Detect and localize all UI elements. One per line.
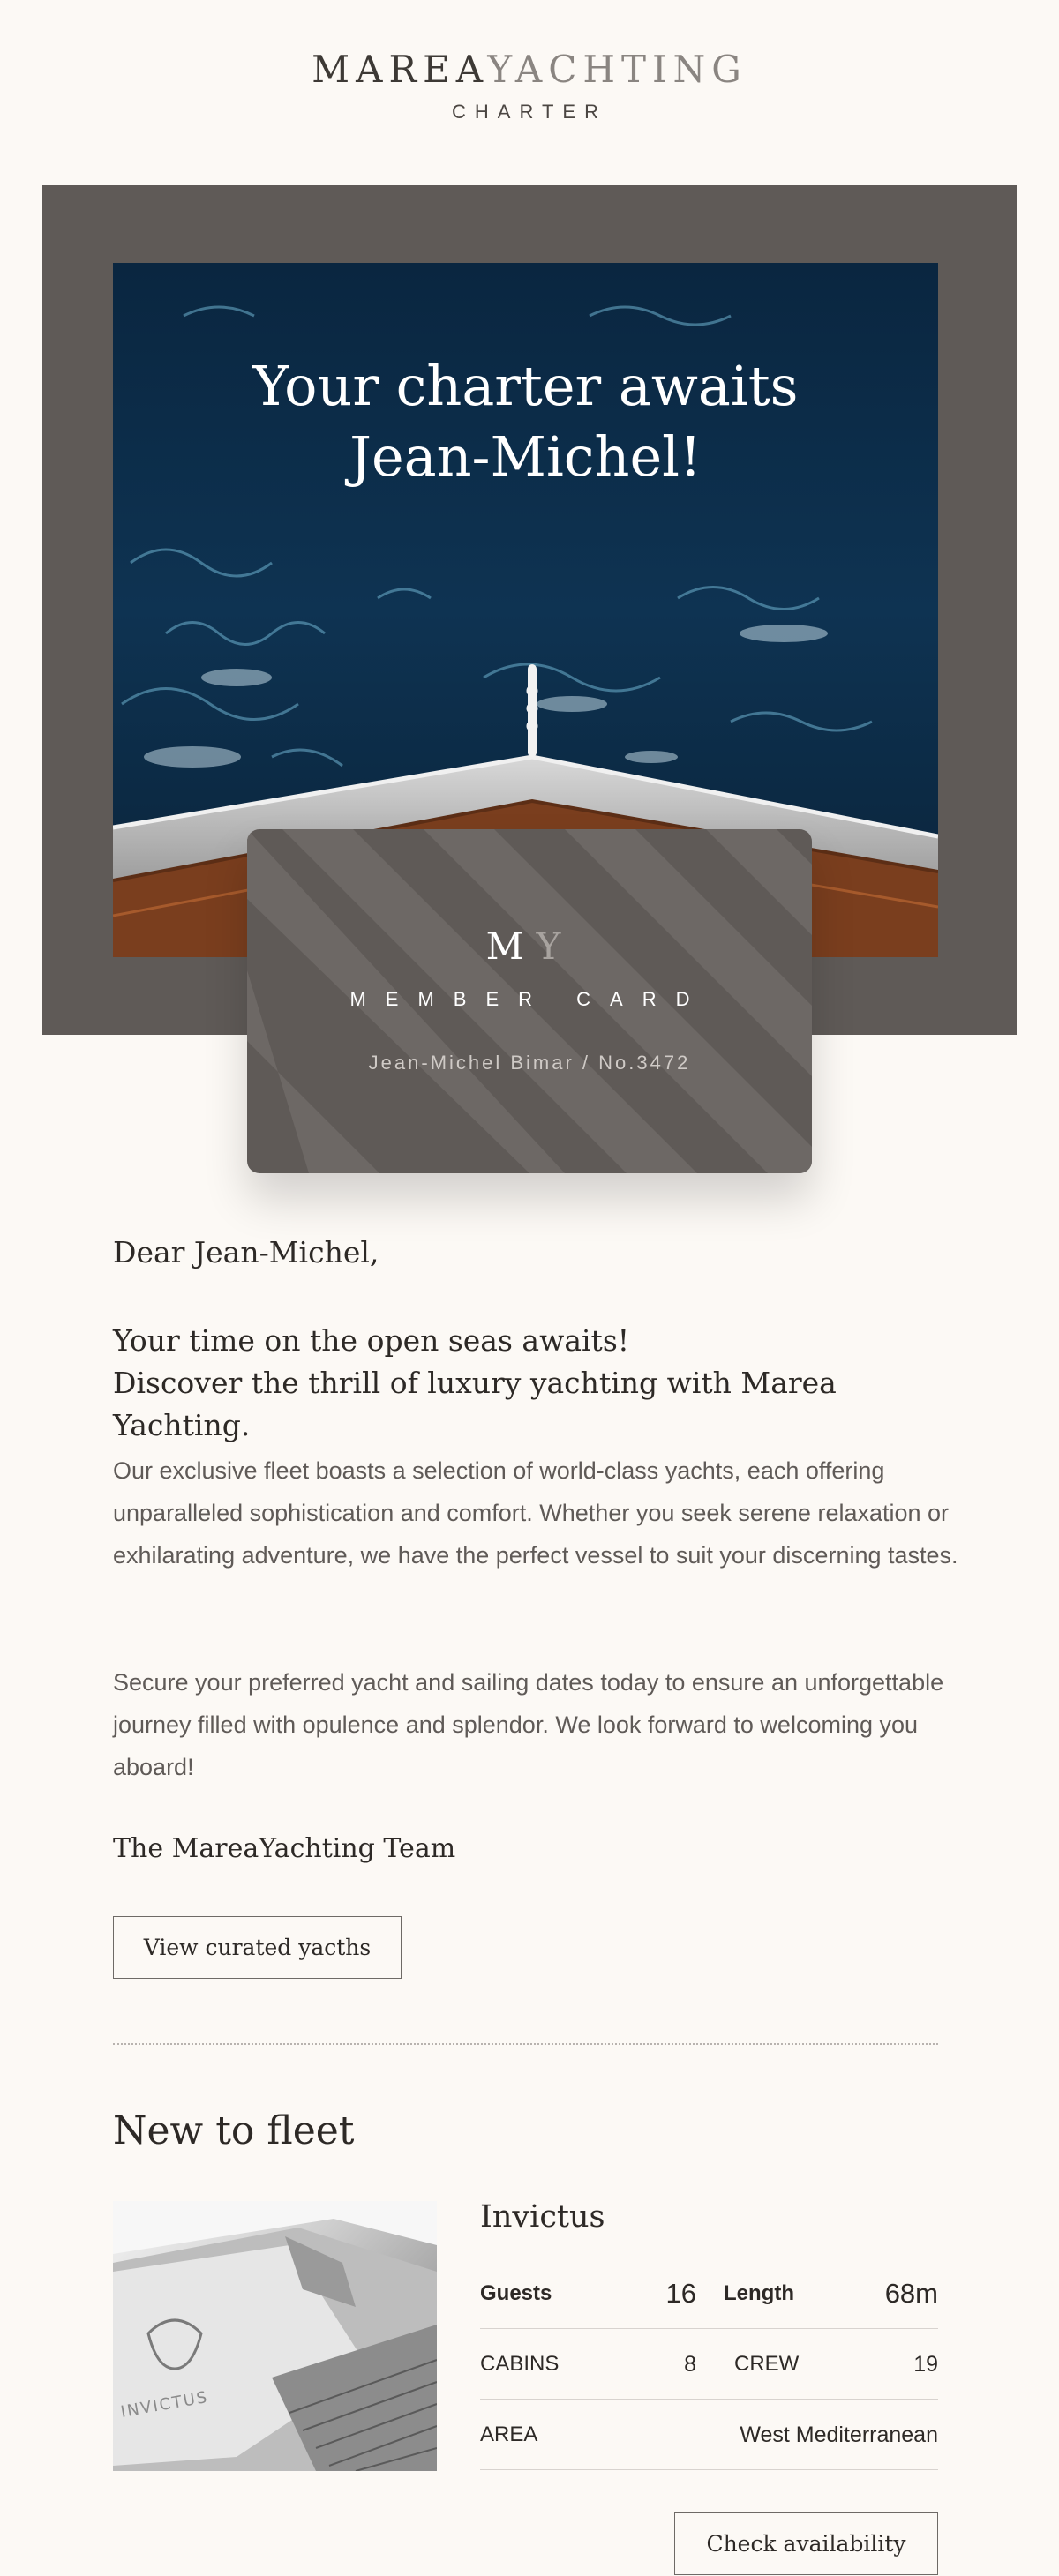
yacht-specs-table [480, 2258, 938, 2470]
spec-row-cabins-crew [480, 2329, 938, 2400]
hero-title-line-1: Your charter awaits [252, 354, 799, 418]
lead-line-1: Your time on the open seas awaits! [113, 1323, 630, 1358]
lead-text [113, 1320, 960, 1447]
card-monogram [247, 925, 812, 968]
crew-value: 19 [913, 2351, 938, 2377]
brand-name-primary: MAREA [312, 48, 488, 91]
yacht-stern-illustration [113, 2201, 437, 2471]
length-label: Length [724, 2281, 794, 2305]
card-monogram-y: Y [536, 925, 574, 968]
view-curated-yachts-button[interactable]: View curated yacths [113, 1916, 402, 1979]
paragraph-fleet: Our exclusive fleet boasts a selection of world-class yachts, each offering unparalleled sophistication and comfort. Whether you seek serene relaxation or exhilarating adventure, we have the perfect vessel to suit your discerning tastes. [113, 1457, 958, 1569]
yacht-name: Invictus [480, 2199, 605, 2235]
brand-logo[interactable] [0, 48, 1059, 91]
spec-row-area [480, 2400, 938, 2470]
brand-name-secondary: YACHTING [487, 48, 747, 91]
cabins-value: 8 [684, 2351, 696, 2377]
hero-title-line-2: Jean-Michel! [349, 424, 702, 489]
area-label: AREA [480, 2422, 538, 2446]
brand-header [0, 48, 1059, 124]
paragraph-booking: Secure your preferred yacht and sailing dates today to ensure an unforgettable journey filled with opulence and splendor. We look forward to welcoming you aboard! [113, 1669, 944, 1780]
guests-label: Guests [480, 2281, 552, 2305]
guests-value: 16 [665, 2278, 696, 2309]
spec-row-guests-length [480, 2258, 938, 2329]
length-value: 68m [884, 2278, 938, 2309]
greeting: Dear Jean-Michel, [113, 1235, 379, 1269]
lead-line-2: Discover the thrill of luxury yachting with Marea Yachting. [113, 1366, 837, 1442]
crew-label: CREW [734, 2352, 800, 2376]
brand-subtitle: CHARTER [452, 101, 607, 123]
fleet-section-title: New to fleet [113, 2108, 355, 2153]
yacht-image[interactable] [113, 2201, 437, 2471]
signoff: The MareaYachting Team [113, 1833, 456, 1864]
area-value: West Mediterranean [740, 2422, 938, 2447]
card-holder: Jean-Michel Bimar / No.3472 [368, 1052, 691, 1074]
card-label: MEMBER CARD [349, 988, 710, 1010]
yacht-stern-lettering: INVICTUS [119, 2387, 210, 2422]
cabins-label: CABINS [480, 2352, 560, 2376]
section-divider [113, 2043, 938, 2045]
hero-title [113, 351, 938, 492]
check-availability-button[interactable]: Check availability [674, 2512, 938, 2575]
card-monogram-m: M [485, 925, 537, 968]
member-card [247, 829, 812, 1173]
